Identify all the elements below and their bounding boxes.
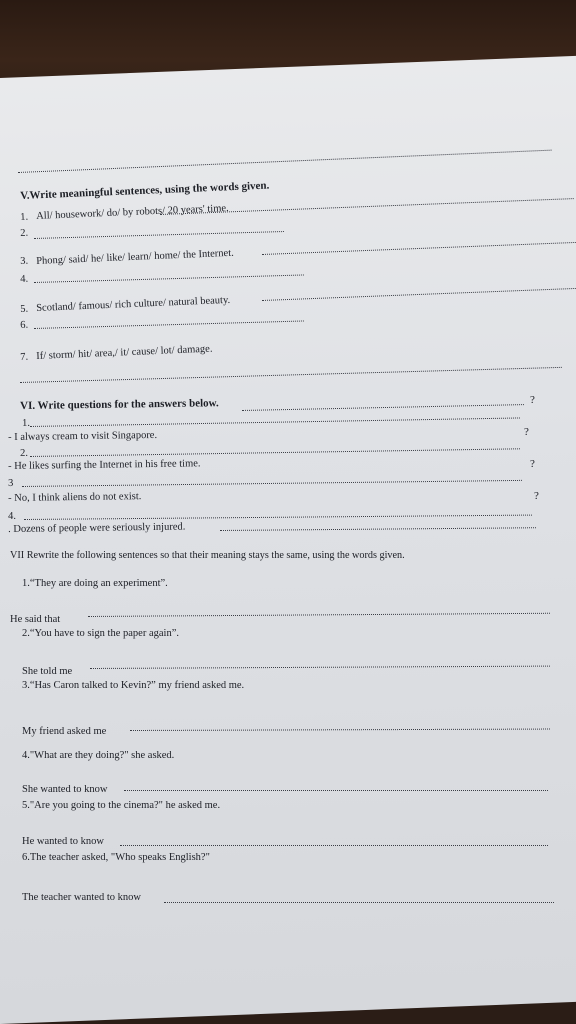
- section-7-item-4-prompt: 4."What are they doing?" she asked.: [22, 750, 175, 761]
- answer-line: [22, 480, 522, 487]
- answer-line: [90, 666, 550, 669]
- section-6-item-1-answer: - I always cream to visit Singapore.: [8, 429, 158, 443]
- section-7-item-6-prompt: 6.The teacher asked, "Who speaks English?": [22, 852, 210, 863]
- answer-line: [164, 902, 554, 903]
- section-7-heading: VII Rewrite the following sentences so that their meaning stays the same, using the words given.: [10, 550, 405, 561]
- section-7-item-6-start: The teacher wanted to know: [22, 892, 141, 903]
- section-7-item-3-start: My friend asked me: [22, 726, 107, 737]
- section-5-item-6-number: 6.: [20, 319, 29, 331]
- section-7-item-1-start: He said that: [10, 614, 61, 625]
- section-6-heading: VI. Write questions for the answers below.: [20, 397, 219, 412]
- answer-line: [18, 150, 552, 173]
- answer-line: [24, 515, 532, 520]
- answer-line: [120, 845, 548, 846]
- answer-line: [20, 367, 562, 383]
- answer-line: [220, 527, 536, 531]
- section-5-item-1-prompt: All/ housework/ do/ by robots/ 20 years' time.: [36, 202, 229, 222]
- answer-line: [34, 231, 284, 239]
- answer-line: [30, 417, 520, 427]
- section-7-item-5-start: He wanted to know: [22, 836, 104, 847]
- section-5-item-1-number: 1.: [20, 211, 29, 223]
- section-7-item-3-prompt: 3.“Has Caron talked to Kevin?” my friend asked me.: [22, 680, 245, 691]
- question-mark: ?: [534, 490, 539, 502]
- section-5-item-7-number: 7.: [20, 351, 29, 363]
- section-6-item-1-number: 1.: [22, 417, 31, 429]
- section-7-item-1-prompt: 1.“They are doing an experiment”.: [22, 578, 168, 589]
- section-6-item-4-number: 4.: [8, 510, 17, 522]
- answer-line: [130, 729, 550, 731]
- section-5-item-7-prompt: If/ storm/ hit/ area,/ it/ cause/ lot/ damage.: [36, 343, 213, 362]
- question-mark: ?: [530, 394, 535, 406]
- section-6-item-4-answer: . Dozens of people were seriously injured.: [8, 521, 186, 535]
- answer-line: [262, 288, 576, 301]
- answer-line: [34, 320, 304, 329]
- section-5-item-5-prompt: Scotland/ famous/ rich culture/ natural beauty.: [36, 294, 231, 314]
- section-7-item-2-prompt: 2.“You have to sign the paper again”.: [22, 628, 179, 639]
- answer-line: [242, 404, 524, 411]
- section-5-item-4-number: 4.: [20, 273, 29, 285]
- answer-line: [34, 274, 304, 283]
- section-7-item-4-start: She wanted to know: [22, 784, 108, 795]
- section-5-item-3-prompt: Phong/ said/ he/ like/ learn/ home/ the Internet.: [36, 247, 234, 267]
- section-6-item-3-number: 3: [8, 477, 14, 489]
- question-mark: ?: [530, 458, 535, 470]
- answer-line: [88, 613, 550, 617]
- section-6-item-2-number: 2.: [20, 447, 29, 459]
- question-mark: ?: [524, 426, 529, 438]
- section-5-item-2-number: 2.: [20, 227, 29, 239]
- section-5-item-5-number: 5.: [20, 303, 29, 315]
- section-7-item-5-prompt: 5."Are you going to the cinema?" he asked me.: [22, 800, 221, 811]
- section-5-heading: V.Write meaningful sentences, using the words given.: [20, 179, 270, 202]
- answer-line: [30, 448, 520, 457]
- section-5-item-3-number: 3.: [20, 255, 29, 267]
- answer-line: [262, 242, 576, 255]
- section-6-item-2-answer: - He likes surfing the Internet in his free time.: [8, 458, 201, 472]
- section-7-item-2-start: She told me: [22, 666, 73, 677]
- section-6-item-3-answer: - No, I think aliens do not exist.: [8, 491, 142, 504]
- answer-line: [124, 790, 548, 791]
